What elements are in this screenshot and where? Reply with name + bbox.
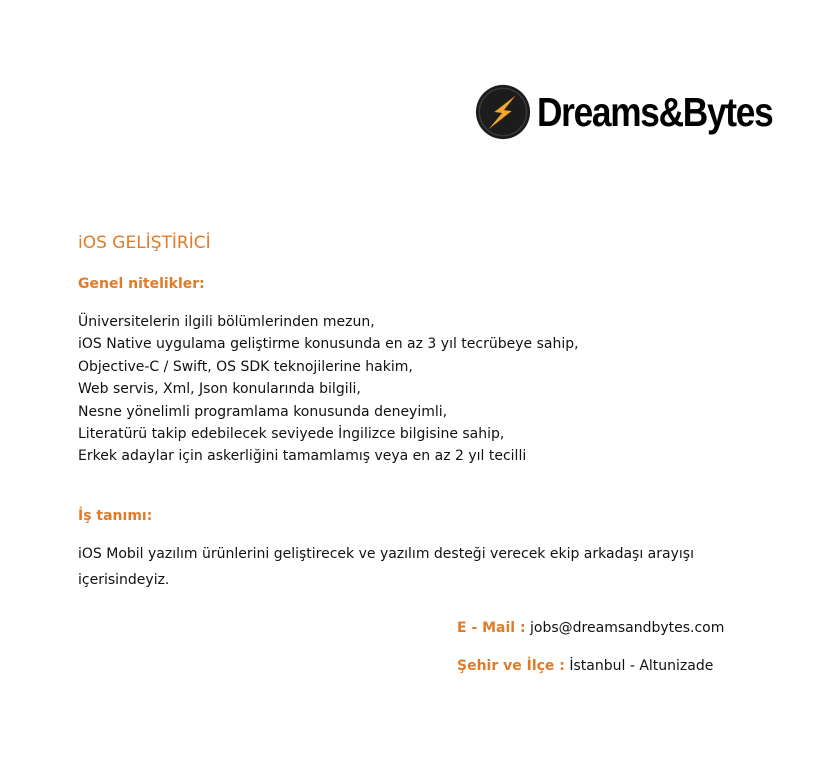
company-name: Dreams&Bytes xyxy=(537,88,773,135)
city-value: İstanbul - Altunizade xyxy=(569,658,714,674)
email-label: E - Mail : xyxy=(457,620,526,636)
qualification-item: Üniversitelerin ilgili bölümlerinden mezun, xyxy=(78,314,375,330)
qualification-item: Objective-C / Swift, OS SDK teknojilerine hakim, xyxy=(78,358,413,375)
job-description-text: iOS Mobil yazılım ürünlerini geliştirecek ve yazılım desteği verecek ekip arkadaşı arayışı içerisindeyiz. xyxy=(78,546,694,588)
qualifications-heading: Genel nitelikler: xyxy=(78,276,205,292)
qualification-item: iOS Native uygulama geliştirme konusunda en az 3 yıl tecrübeye sahip, xyxy=(78,336,579,353)
job-title: iOS GELİŞTİRİCİ xyxy=(78,233,211,253)
city-label: Şehir ve İlçe : xyxy=(457,658,565,674)
qualification-item: Literatürü takip edebilecek seviyede İngilizce bilgisine sahip, xyxy=(78,426,505,443)
lightning-bolt-icon xyxy=(474,83,532,141)
qualification-item: Web servis, Xml, Json konularında bilgili, xyxy=(78,381,361,398)
contact-city-row xyxy=(457,658,713,674)
job-description-heading: İş tanımı: xyxy=(78,508,153,524)
email-link[interactable]: jobs@dreamsandbytes.com xyxy=(530,620,725,636)
contact-email-row xyxy=(457,620,724,636)
qualifications-list xyxy=(78,311,579,468)
qualification-item: Erkek adaylar için askerliğini tamamlamış veya en az 2 yıl tecilli xyxy=(78,448,527,465)
qualification-item: Nesne yönelimli programlama konusunda deneyimli, xyxy=(78,403,448,420)
company-logo xyxy=(474,82,811,142)
